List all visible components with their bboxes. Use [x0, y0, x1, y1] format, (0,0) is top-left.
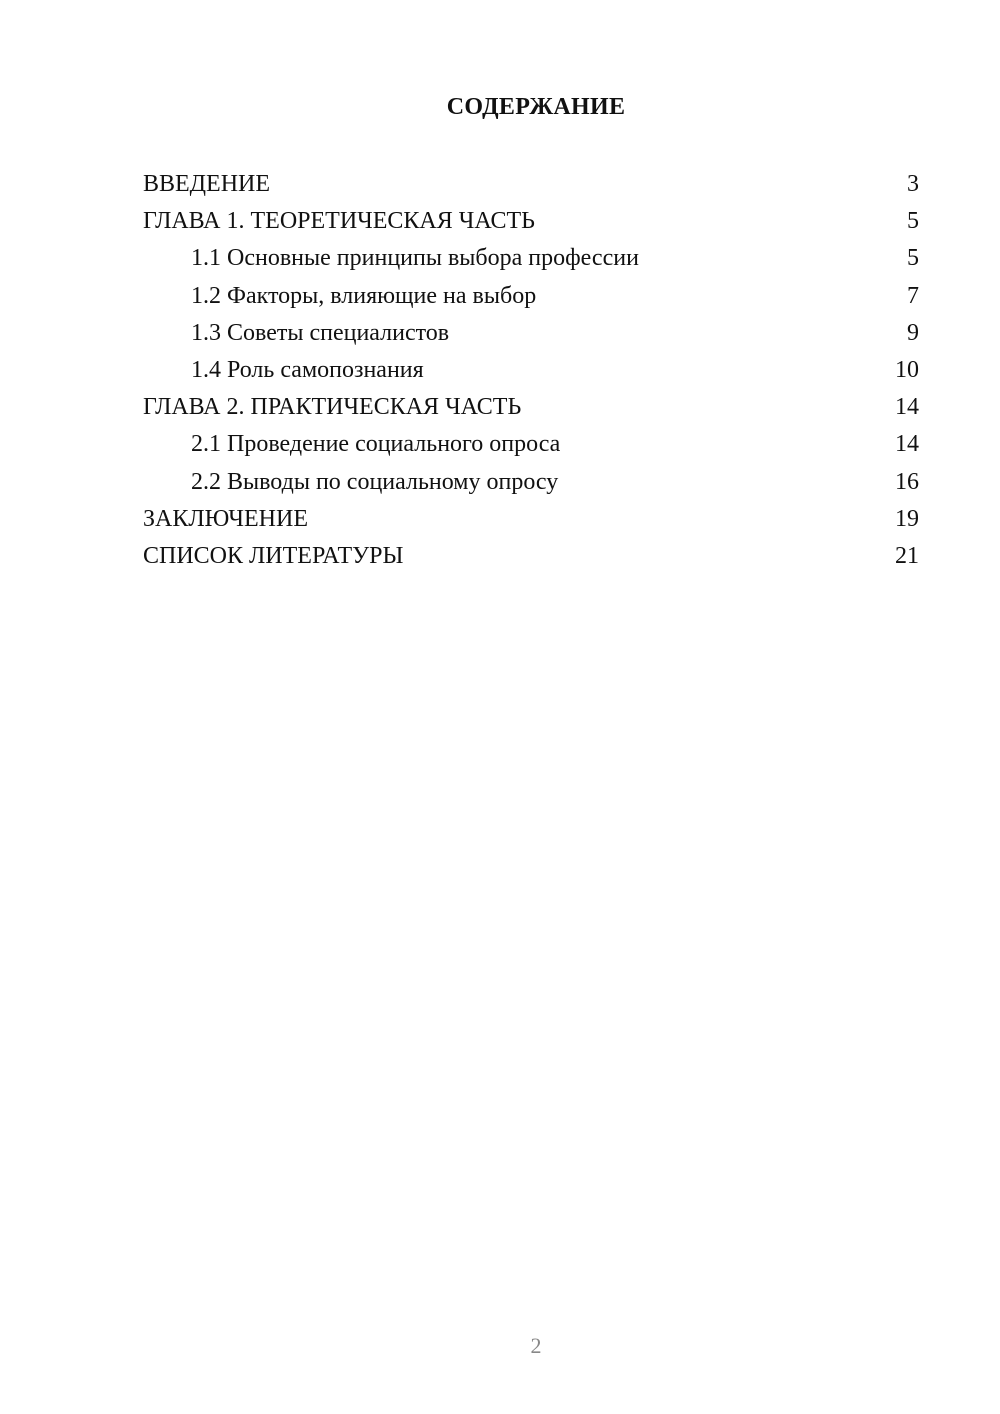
- toc-entry-introduction[interactable]: [143, 166, 919, 203]
- toc-entry-label: 1.4 Роль самопознания: [191, 356, 424, 383]
- toc-entry-page: 7: [907, 282, 919, 309]
- toc-entry-page: 5: [907, 245, 919, 272]
- toc-entry-page: 10: [895, 356, 919, 383]
- toc-entry-section-1-3[interactable]: [143, 315, 919, 352]
- toc-entry-page: 14: [895, 431, 919, 458]
- toc-entry-chapter-2[interactable]: [143, 389, 919, 426]
- toc-entry-conclusion[interactable]: [143, 501, 919, 538]
- toc-entry-label: 1.2 Факторы, влияющие на выбор: [191, 282, 537, 309]
- page-number: 2: [530, 1333, 542, 1358]
- toc-entry-section-1-2[interactable]: [143, 278, 919, 315]
- toc-entry-references[interactable]: [143, 538, 919, 575]
- toc-entry-label: ЗАКЛЮЧЕНИЕ: [143, 505, 308, 532]
- toc-title: СОДЕРЖАНИЕ: [446, 94, 626, 120]
- toc-entry-page: 9: [907, 319, 919, 346]
- toc-entry-section-1-4[interactable]: [143, 352, 919, 389]
- toc-entry-label: СПИСОК ЛИТЕРАТУРЫ: [143, 542, 404, 569]
- toc-entry-page: 19: [895, 505, 919, 532]
- toc-entry-label: 1.1 Основные принципы выбора профессии: [191, 245, 639, 272]
- toc-entry-section-2-2[interactable]: [143, 464, 919, 501]
- toc-entry-label: ГЛАВА 1. ТЕОРЕТИЧЕСКАЯ ЧАСТЬ: [143, 208, 535, 235]
- toc-entry-label: 1.3 Советы специалистов: [191, 319, 450, 346]
- toc-entry-page: 16: [895, 468, 919, 495]
- table-of-contents: [143, 166, 919, 575]
- toc-entry-label: ВВЕДЕНИЕ: [143, 171, 271, 197]
- toc-entry-label: 2.1 Проведение социального опроса: [191, 431, 561, 458]
- toc-entry-page: 5: [907, 208, 919, 235]
- toc-entry-chapter-1[interactable]: [143, 203, 919, 240]
- toc-entry-page: 3: [907, 171, 919, 197]
- toc-entry-page: 14: [895, 394, 919, 421]
- toc-entry-page: 21: [895, 542, 919, 569]
- toc-entry-section-2-1[interactable]: [143, 426, 919, 463]
- toc-entry-label: 2.2 Выводы по социальному опросу: [191, 468, 559, 495]
- toc-entry-section-1-1[interactable]: [143, 240, 919, 277]
- toc-entry-label: ГЛАВА 2. ПРАКТИЧЕСКАЯ ЧАСТЬ: [143, 394, 522, 421]
